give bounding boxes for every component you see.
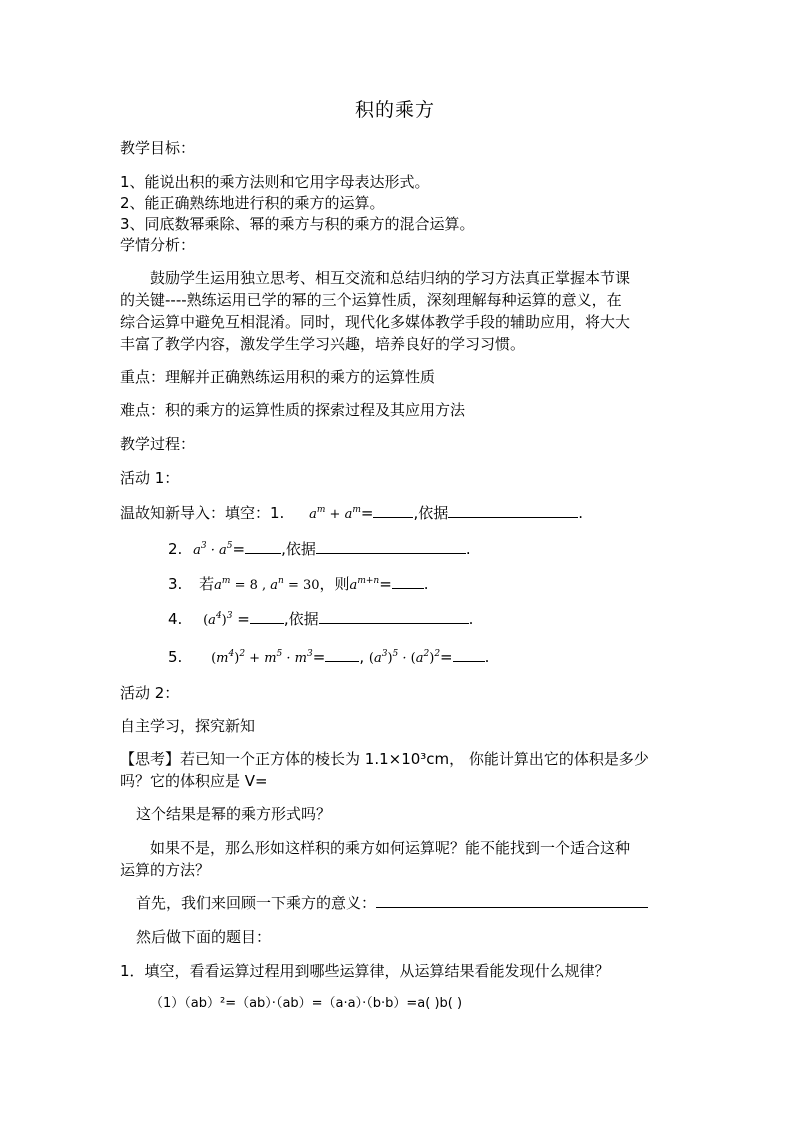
formula: $a^{m+n}$ — [349, 576, 380, 593]
review-question-4: 4. $(a^4)^3$ = ,依据 . — [168, 610, 474, 628]
review-meaning — [136, 893, 648, 913]
analysis-line: 综合运算中避免互相混淆。同时，现代化多媒体教学手段的辅助应用，将大大 — [120, 313, 631, 331]
self-study-heading: 自主学习，探究新知 — [120, 717, 256, 735]
review-question-5: 5. $(m^4)^2 + m^5 \cdot m^3=$ , $(a^3)^5 \cdot (a^2)^2=$ . — [168, 648, 490, 666]
question-number: 3. — [168, 575, 183, 593]
answer-blank[interactable] — [392, 574, 424, 589]
question-text: 若 — [199, 575, 215, 593]
review-question-3: 3. 若$a^m = 8$ , $a^n = 30$，则$a^{m+n}=$ . — [168, 575, 429, 593]
goal-item: 2、能正确熟练地进行积的乘方的运算。 — [120, 194, 385, 212]
exercise-1-1: （1）（ab）²=（ab）·（ab）=（a·a）·（b·b）=a( )b( ) — [150, 996, 463, 1011]
goal-item: 1、能说出积的乘方法则和它用字母表达形式。 — [120, 173, 430, 191]
answer-blank[interactable] — [316, 539, 466, 554]
review-intro: 温故知新导入：填空：1. — [120, 504, 285, 522]
question-text: 首先，我们来回顾一下乘方的意义： — [136, 894, 377, 912]
goals-heading: 教学目标： — [120, 139, 196, 157]
question-text: ，则 — [319, 575, 350, 593]
process-heading: 教学过程： — [120, 435, 196, 453]
goal-item: 3、同底数幂乘除、幂的乘方与积的乘方的混合运算。 — [120, 215, 475, 233]
analysis-heading: 学情分析： — [120, 236, 196, 254]
answer-blank[interactable] — [325, 647, 359, 662]
question-number: 5. — [168, 648, 183, 666]
formula: $a^m + a^m$ — [309, 505, 361, 522]
basis-label: ,依据 — [281, 540, 316, 558]
exercise-1: 1．填空，看看运算过程用到哪些运算律，从运算结果看能发现什么规律？ — [120, 962, 610, 980]
question-number: 4. — [168, 610, 183, 628]
review-question-2: 2. $a^3 \cdot a^5=$ ,依据 . — [168, 540, 471, 558]
review-question-1: 温故知新导入：填空：1. $a^m + a^m=$ ,依据 . — [120, 504, 584, 522]
formula: $(a^4)^3$ — [203, 611, 233, 628]
question-number: 2. — [168, 540, 183, 558]
answer-blank[interactable] — [250, 609, 284, 624]
activity-2-heading: 活动 2： — [120, 684, 180, 702]
basis-label: ,依据 — [413, 504, 449, 522]
analysis-line: 的关键----熟练运用已学的幂的三个运算性质，深刻理解每种运算的意义，在 — [120, 291, 622, 309]
instruction: 然后做下面的题目： — [136, 928, 272, 946]
key-point: 重点：理解并正确熟练运用积的乘方的运算性质 — [120, 368, 436, 386]
question-text: 运算的方法？ — [120, 861, 211, 879]
activity-1-heading: 活动 1： — [120, 469, 180, 487]
page-title: 积的乘方 — [355, 99, 436, 121]
answer-blank[interactable] — [376, 893, 648, 908]
question-text: 这个结果是幂的乘方形式吗？ — [136, 805, 332, 823]
question-text: 如果不是，那么形如这样积的乘方如何运算呢？能不能找到一个适合这种 — [150, 839, 631, 857]
answer-blank[interactable] — [373, 503, 413, 518]
think-line: 吗？它的体积应是 V= — [120, 772, 268, 790]
answer-blank[interactable] — [245, 539, 281, 554]
formula: $a^3 \cdot a^5$ — [193, 541, 233, 558]
basis-label: ,依据 — [283, 610, 319, 628]
formula: $a^m = 8$ , $a^n = 30$ — [214, 576, 320, 593]
formula: $(a^3)^5 \cdot (a^2)^2$ — [368, 649, 441, 666]
answer-blank[interactable] — [319, 609, 469, 624]
answer-blank[interactable] — [453, 647, 485, 662]
analysis-line: 鼓励学生运用独立思考、相互交流和总结归纳的学习方法真正掌握本节课 — [150, 269, 631, 287]
formula: $(m^4)^2 + m^5 \cdot m^3$ — [211, 649, 313, 666]
think-line: 【思考】若已知一个正方体的棱长为 1.1×10³cm， 你能计算出它的体积是多少 — [120, 750, 649, 768]
difficult-point: 难点：积的乘方的运算性质的探索过程及其应用方法 — [120, 401, 466, 419]
answer-blank[interactable] — [448, 503, 578, 518]
analysis-line: 丰富了教学内容，激发学生学习兴趣，培养良好的学习习惯。 — [120, 335, 526, 353]
